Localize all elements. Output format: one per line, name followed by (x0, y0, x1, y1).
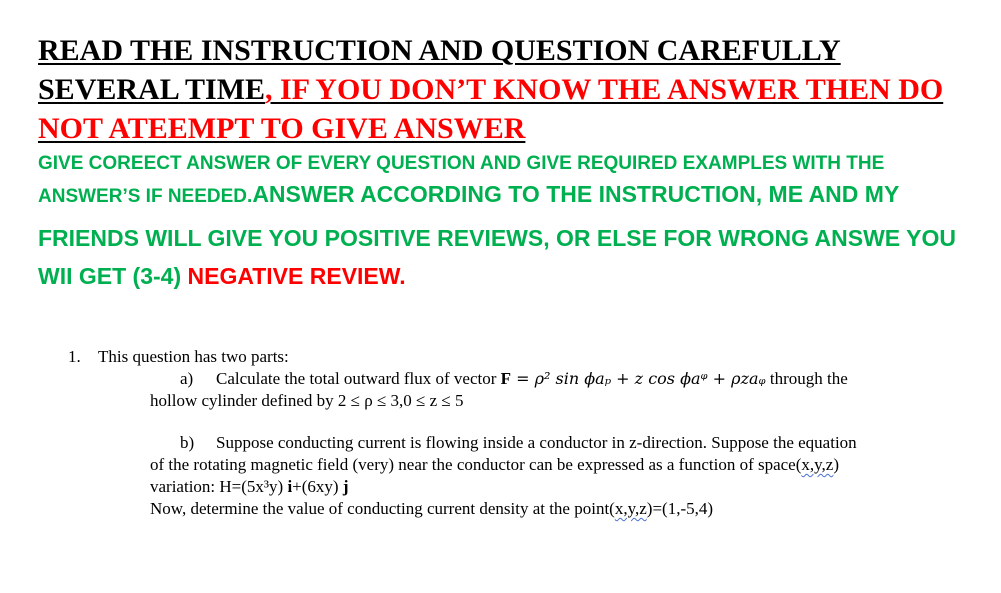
part-b-text-2-end: ) (833, 455, 840, 474)
part-b-text-4: Now, determine the value of conducting current density at the point( (150, 499, 615, 518)
spellcheck-xyz-2: x,y,z (614, 499, 647, 518)
part-a-line-2: hollow cylinder defined by 2 ≤ ρ ≤ 3,0 ≤ z ≤ 5 (150, 391, 464, 410)
instruction-line-2-big: ANSWER ACCORDING TO THE INSTRUCTION, ME AND MY (252, 181, 900, 207)
spellcheck-xyz: x,y,z (801, 455, 834, 474)
part-b-line-4 (150, 498, 968, 520)
question-1 (68, 346, 968, 520)
instruction-line-4 (38, 258, 968, 296)
part-b-text-2: of the rotating magnetic field (very) near the conductor can be expressed as a function of space( (150, 455, 802, 474)
part-a-label: a) (180, 369, 194, 388)
heading-black-text: READ THE INSTRUCTION AND QUESTION CAREFULLY SEVERAL TIME (38, 34, 841, 106)
part-b-text-4-end: )=(1,-5,4) (646, 499, 714, 518)
question-number: 1. (68, 347, 81, 366)
part-b-line-3 (150, 476, 968, 498)
part-b-text-3: variation: H=(5x³y) (150, 477, 288, 496)
instruction-line-2 (38, 180, 968, 220)
question-header (68, 346, 968, 368)
part-b-line-2 (150, 454, 968, 476)
part-b-text-1: Suppose conducting current is flowing inside a conductor in z-direction. Suppose the equation (216, 433, 857, 452)
part-b-label: b) (180, 433, 195, 452)
unit-vector-i: i (287, 477, 293, 496)
part-b-line-1 (180, 432, 968, 454)
question-intro: This question has two parts: (98, 347, 289, 366)
flux-formula: = ρ² sin ϕaₚ + z cos ϕaᵠ + ρzaᵩ (511, 369, 766, 388)
instruction-line-2-small: ANSWER’S IF NEEDED. (38, 186, 253, 207)
part-b-text-3-mid: +(6xy) (292, 477, 343, 496)
instruction-heading (38, 31, 978, 148)
instruction-line-4-green: WII GET (3-4) (38, 263, 188, 289)
instruction-line-3: FRIENDS WILL GIVE YOU POSITIVE REVIEWS, OR ELSE FOR WRONG ANSWE YOU (38, 225, 956, 251)
instruction-line-1: GIVE COREECT ANSWER OF EVERY QUESTION AND GIVE REQUIRED EXAMPLES WITH THE (38, 153, 885, 174)
unit-vector-j: j (342, 477, 349, 496)
instruction-block (38, 150, 968, 296)
vector-name: F (500, 369, 512, 388)
part-a-text-after: through the (765, 369, 848, 388)
part-a-text: Calculate the total outward flux of vector (216, 369, 501, 388)
part-a-line-1 (180, 368, 968, 390)
heading-red-text: , IF YOU DON’T KNOW THE ANSWER THEN DO NOT ATEEMPT TO GIVE ANSWER (38, 73, 944, 145)
negative-review-text: NEGATIVE REVIEW. (187, 263, 406, 289)
